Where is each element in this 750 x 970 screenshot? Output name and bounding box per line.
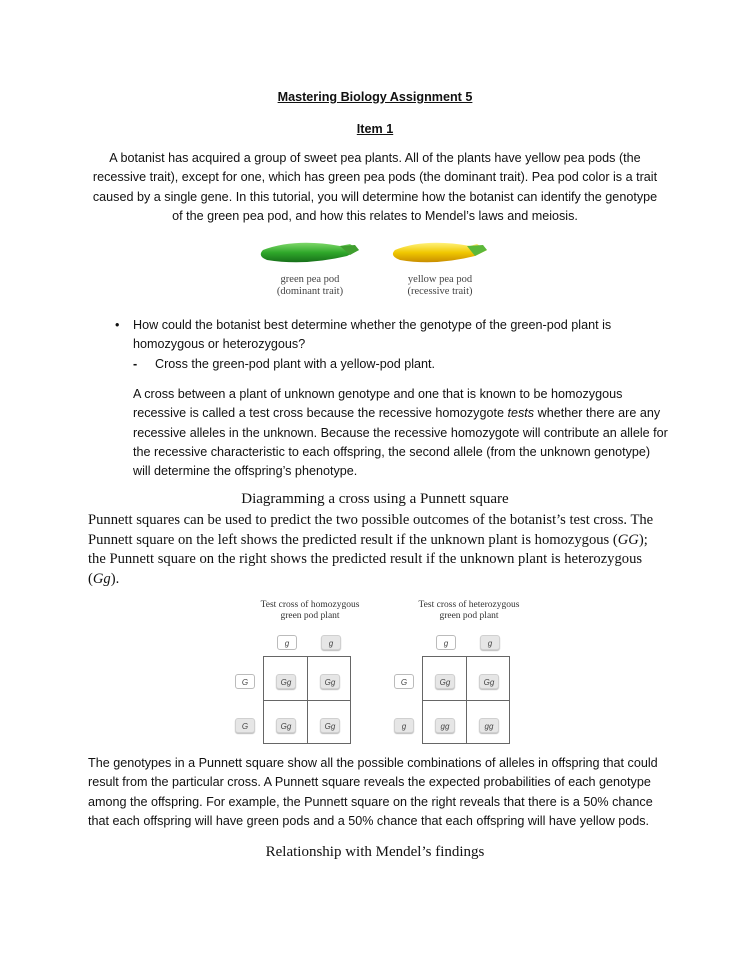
emphasis: Gg (92, 570, 111, 587)
text: ); (638, 531, 648, 548)
section-heading-mendel: Relationship with Mendel’s findings (265, 844, 485, 860)
green-pod-label (260, 274, 360, 298)
label-line: (dominant trait) (276, 286, 344, 297)
emphasis: GG (617, 531, 639, 548)
offspring-cell: Gg (276, 718, 296, 733)
title-line: Test cross of homozygous (260, 600, 360, 610)
offspring-cell: Gg (276, 674, 296, 689)
paragraph-line: The genotypes in a Punnett square show all the possible combinations of alleles in offspring that could (88, 756, 658, 770)
title-line: green pod plant (280, 611, 340, 621)
punnett-title (230, 600, 390, 622)
allele-left: G (394, 674, 414, 689)
explanation-line (133, 404, 713, 423)
item-text: Item 1 (356, 122, 394, 136)
allele-top: g (321, 635, 341, 650)
offspring-cell: Gg (479, 674, 499, 689)
offspring-cell: gg (435, 718, 455, 733)
answer-text: Cross the green-pod plant with a yellow-pod plant. (155, 356, 436, 371)
allele-left: g (394, 718, 414, 733)
allele-left: G (235, 718, 255, 733)
offspring-cell: Gg (320, 674, 340, 689)
explanation-line: A cross between a plant of unknown genotype and one that is known to be homozygous (133, 387, 623, 401)
offspring-cell: Gg (435, 674, 455, 689)
bullet-icon: • (115, 318, 120, 332)
label-line: yellow pea pod (407, 274, 473, 285)
explanation-line: will determine the offspring’s phenotype. (133, 464, 358, 479)
intro-line (88, 531, 678, 551)
punnett-intro (88, 511, 678, 589)
explanation-line: the recessive characteristic to each offspring, the second allele (from the unknown genotype) (133, 444, 651, 459)
text: whether there are any (534, 406, 661, 421)
label-line: (recessive trait) (407, 286, 473, 297)
explanation-line: recessive alleles in the unknown. Because the recessive homozygote will contribute an allele for (133, 425, 668, 440)
punnett-square-heterozygous (389, 598, 529, 750)
paragraph-line: result from the particular cross. A Punnett square reveals the expected probabilities of each genotype (88, 775, 651, 790)
intro-line: caused by a single gene. In this tutorial, you will determine how the botanist can identify the genotype (92, 189, 658, 204)
item-heading (0, 120, 750, 139)
intro-line: the Punnett square on the right shows the predicted result if the unknown plant is heterozygous (88, 551, 643, 567)
pea-pod-figure (255, 236, 495, 302)
text: ( (88, 570, 93, 587)
emphasis: tests (507, 406, 535, 421)
intro-line: A botanist has acquired a group of sweet pea plants. All of the plants have yellow pea pods (the (109, 151, 641, 165)
question-line: How could the botanist best determine whether the genotype of the green-pod plant is (133, 318, 612, 332)
bullet-question (133, 316, 715, 355)
bullet-answer (133, 355, 715, 374)
intro-line (88, 570, 678, 590)
intro-line: recessive trait), except for one, which has green pea pods (the dominant trait). Pea pod color is a trait (92, 170, 658, 185)
paragraph-line: that each offspring will have green pods and a 50% chance that each offspring will have yellow pods. (88, 813, 650, 828)
allele-top: g (436, 635, 456, 650)
document-title (0, 88, 750, 107)
title-line: Test cross of heterozygous (418, 600, 520, 610)
question-line: homozygous or heterozygous? (133, 337, 306, 352)
allele-left: G (235, 674, 255, 689)
punnett-title (389, 600, 549, 622)
punnett-explanation (88, 754, 688, 831)
intro-line: of the green pea pod, and how this relates to Mendel’s laws and meiosis. (172, 208, 578, 223)
yellow-pod-label (390, 274, 490, 298)
title-text: Mastering Biology Assignment 5 (277, 90, 473, 104)
intro-paragraph (60, 149, 690, 226)
bullet-list (115, 316, 715, 374)
label-line: green pea pod (280, 274, 340, 285)
punnett-square-homozygous (230, 598, 370, 750)
offspring-cell: gg (479, 718, 499, 733)
dash-icon: - (133, 356, 138, 371)
text: Punnett square on the left shows the predicted result if the unknown plant is homozygous ( (88, 531, 618, 548)
pea-pods-image (255, 236, 495, 270)
title-line: green pod plant (439, 611, 499, 621)
allele-top: g (277, 635, 297, 650)
paragraph-line: among the offspring. For example, the Punnett square on the right reveals that there is a 50% chance (88, 794, 653, 809)
offspring-cell: Gg (320, 718, 340, 733)
test-cross-explanation (133, 385, 713, 481)
text: recessive is called a test cross because the recessive homozygote (133, 406, 508, 421)
allele-top: g (480, 635, 500, 650)
section-heading-punnett: Diagramming a cross using a Punnett square (241, 491, 509, 507)
text: ). (110, 570, 120, 587)
intro-line: Punnett squares can be used to predict the two possible outcomes of the botanist’s test cross. The (88, 512, 654, 528)
